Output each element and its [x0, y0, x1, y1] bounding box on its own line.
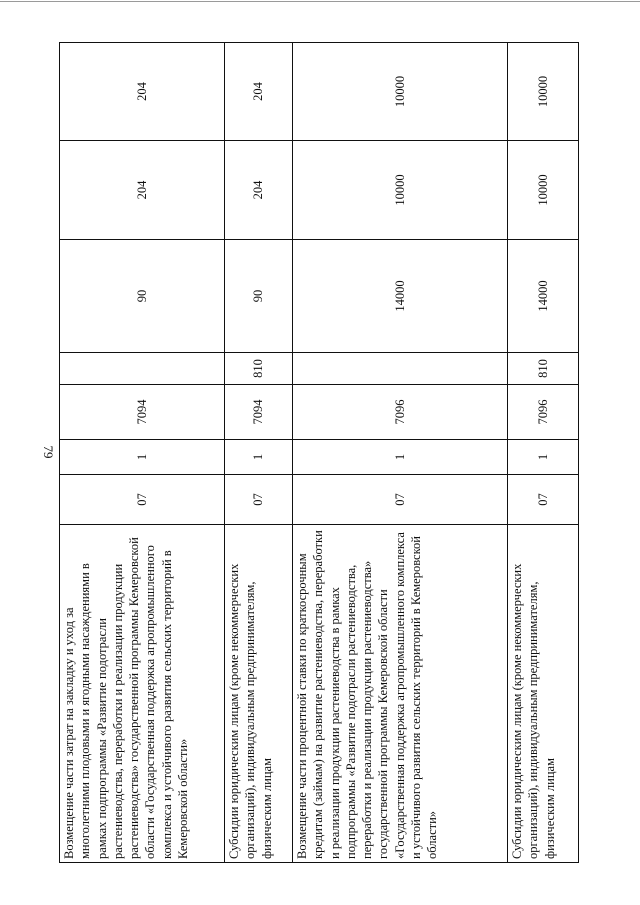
cell-section: 07 — [508, 475, 579, 525]
cell-subsection: 1 — [60, 440, 225, 475]
cell-amount-3: 10000 — [293, 43, 508, 141]
budget-table-area — [59, 43, 578, 863]
cell-amount-1: 90 — [60, 240, 225, 353]
cell-target-article: 7094 — [60, 385, 225, 440]
page-number: 79 — [41, 445, 56, 459]
cell-section: 07 — [60, 475, 225, 525]
table-row — [225, 43, 293, 863]
cell-amount-2: 204 — [225, 141, 293, 240]
cell-amount-3: 204 — [225, 43, 293, 141]
cell-expense-type: 810 — [225, 353, 293, 385]
cell-subsection: 1 — [293, 440, 508, 475]
cell-subsection: 1 — [508, 440, 579, 475]
cell-amount-3: 204 — [60, 43, 225, 141]
cell-amount-2: 10000 — [508, 141, 579, 240]
cell-target-article: 7096 — [293, 385, 508, 440]
cell-description: Субсидии юридическим лицам (кроме некоммерческих организаций), индивидуальным предпринимателям, физическим лицам — [508, 525, 579, 863]
cell-amount-3: 10000 — [508, 43, 579, 141]
table-row — [293, 43, 508, 863]
table-row — [60, 43, 225, 863]
rotated-page-content — [59, 43, 578, 863]
cell-description: Возмещение части затрат на закладку и уход за многолетними плодовыми и ягодными насаждениями в рамках подпрограммы «Развитие подотрасли растениеводства, переработки и реализации продукции растениеводства» государственной программы Кемеровской области «Государственная поддержка агропромышленного комплекса и устойчивого развития сельских территорий в Кемеровской области» — [60, 525, 225, 863]
cell-description: Субсидии юридическим лицам (кроме некоммерческих организаций), индивидуальным предпринимателям, физическим лицам — [225, 525, 293, 863]
cell-amount-1: 90 — [225, 240, 293, 353]
cell-subsection: 1 — [225, 440, 293, 475]
cell-expense-type — [60, 353, 225, 385]
budget-table — [59, 42, 579, 863]
cell-expense-type: 810 — [508, 353, 579, 385]
cell-target-article: 7096 — [508, 385, 579, 440]
cell-amount-2: 10000 — [293, 141, 508, 240]
cell-target-article: 7094 — [225, 385, 293, 440]
top-rule — [0, 1, 640, 2]
table-row — [508, 43, 579, 863]
cell-amount-2: 204 — [60, 141, 225, 240]
cell-description: Возмещение части процентной ставки по краткосрочным кредитам (займам) на развитие растениеводства, переработки и реализации продукции растениеводства в рамках подпрограммы «Развитие подотрасли растениеводства, переработки и реализации продукции растениеводства» государственной программы Кемеровской области «Государственная поддержка агропромышленного комплекса и устойчивого развития сельских территорий в Кемеровской области» — [293, 525, 508, 863]
cell-amount-1: 14000 — [508, 240, 579, 353]
cell-section: 07 — [225, 475, 293, 525]
cell-expense-type — [293, 353, 508, 385]
cell-amount-1: 14000 — [293, 240, 508, 353]
cell-section: 07 — [293, 475, 508, 525]
